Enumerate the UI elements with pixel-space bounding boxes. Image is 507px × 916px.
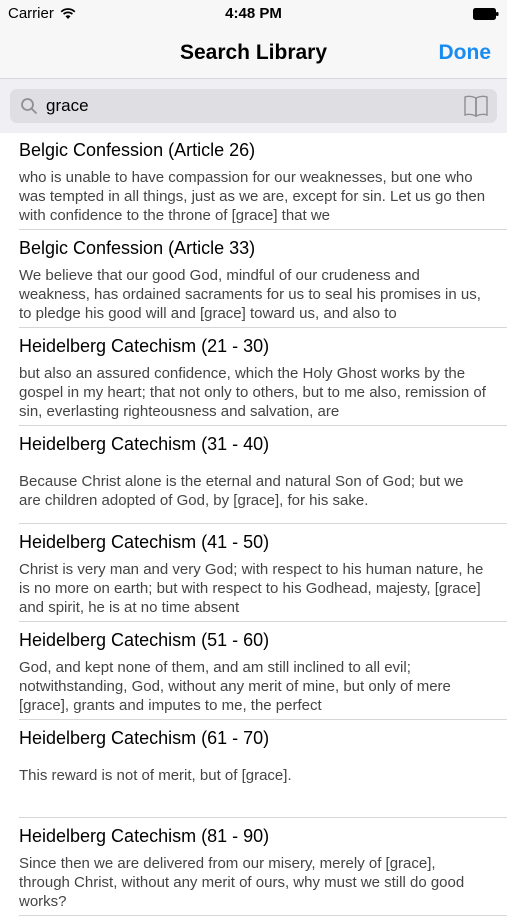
result-title: Heidelberg Catechism (61 - 70) — [19, 728, 270, 748]
search-bar — [0, 78, 507, 133]
carrier-label: Carrier — [8, 5, 54, 22]
result-snippet: We believe that our good God, mindful of our crudeness and weakness, has ordained sacraments for us to seal his promises in us, to pledge his good will and [grace] toward us, and also to — [19, 267, 481, 322]
battery-icon — [473, 8, 499, 20]
search-input[interactable] — [10, 89, 497, 123]
search-results-list — [0, 132, 507, 916]
result-item[interactable] — [19, 524, 507, 622]
result-snippet: Christ is very man and very God; with respect to his human nature, he is no more on earth; but with respect to his Godhead, majesty, [grace] and spirit, he is at no time absent — [19, 561, 484, 616]
result-item[interactable] — [19, 720, 507, 818]
result-title: Heidelberg Catechism (21 - 30) — [19, 336, 270, 356]
result-snippet: God, and kept none of them, and am still inclined to all evil; notwithstanding, God, without any merit of mine, but only of mere [grace], grants and imputes to me, the perfect — [19, 659, 451, 714]
result-item[interactable] — [19, 818, 507, 916]
result-snippet: Since then we are delivered from our misery, merely of [grace], through Christ, without any merit of ours, why must we still do good works? — [19, 855, 465, 910]
result-snippet: who is unable to have compassion for our weaknesses, but one who was tempted in all things, just as we are, except for sin. Let us go then with confidence to the throne of [grace] that we — [19, 169, 486, 224]
page-title: Search Library — [179, 41, 328, 64]
result-title: Heidelberg Catechism (81 - 90) — [19, 826, 270, 846]
result-item[interactable] — [19, 230, 507, 328]
result-snippet: Because Christ alone is the eternal and natural Son of God; but we are children adopted of God, by [grace], for his sake. — [19, 473, 464, 509]
result-snippet: This reward is not of merit, but of [grace]. — [19, 767, 292, 784]
result-title: Heidelberg Catechism (31 - 40) — [19, 434, 270, 454]
result-snippet: but also an assured confidence, which the Holy Ghost works by the gospel in my heart; that not only to others, but to me also, remission of sin, everlasting righteousness and salvation, are — [19, 365, 486, 420]
search-icon — [20, 97, 38, 115]
result-item[interactable] — [19, 426, 507, 524]
search-query: grace — [46, 96, 89, 115]
result-title: Heidelberg Catechism (41 - 50) — [19, 532, 270, 552]
navigation-bar — [0, 28, 507, 78]
result-item[interactable] — [19, 132, 507, 230]
result-item[interactable] — [19, 622, 507, 720]
result-title: Belgic Confession (Article 33) — [19, 238, 256, 258]
status-bar — [0, 0, 507, 28]
result-title: Belgic Confession (Article 26) — [19, 140, 256, 160]
result-item[interactable] — [19, 328, 507, 426]
result-title: Heidelberg Catechism (51 - 60) — [19, 630, 270, 650]
bookmarks-book-icon[interactable] — [463, 94, 489, 118]
status-time: 4:48 PM — [225, 5, 282, 22]
done-button[interactable]: Done — [438, 41, 491, 64]
